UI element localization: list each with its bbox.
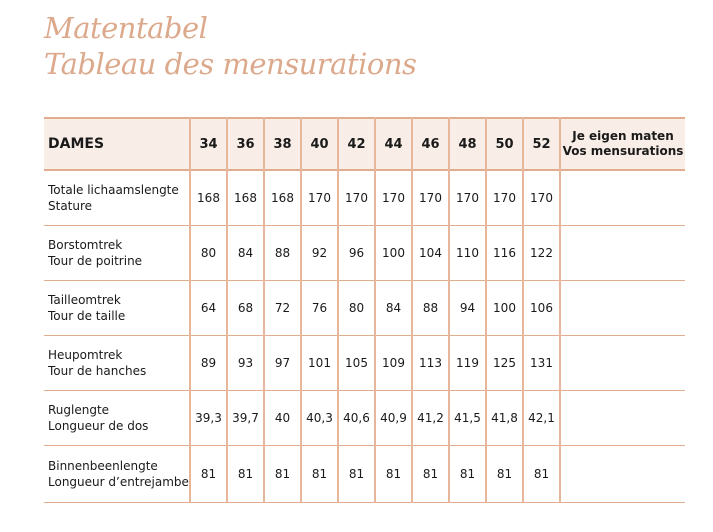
measurement-cell: 168 <box>227 170 264 225</box>
size-table <box>44 117 685 503</box>
measurement-cell: 119 <box>449 335 486 390</box>
title-french: Tableau des mensurations <box>44 47 417 81</box>
row-label-fr: Longueur de dos <box>48 418 149 433</box>
measurement-cell: 76 <box>301 280 338 335</box>
own-measurement-cell[interactable] <box>560 280 685 335</box>
measurement-cell: 97 <box>264 335 301 390</box>
measurement-cell: 116 <box>486 225 523 280</box>
table-row <box>44 280 685 335</box>
measurement-cell: 81 <box>264 445 301 502</box>
measurement-cell: 80 <box>338 280 375 335</box>
header-size: 38 <box>264 118 301 170</box>
measurement-cell: 39,3 <box>190 390 227 445</box>
measurement-cell: 104 <box>412 225 449 280</box>
measurement-cell: 89 <box>190 335 227 390</box>
row-label-fr: Longueur d’entrejambe <box>48 474 189 489</box>
measurement-cell: 81 <box>227 445 264 502</box>
measurement-cell: 81 <box>375 445 412 502</box>
measurement-cell: 113 <box>412 335 449 390</box>
measurement-cell: 101 <box>301 335 338 390</box>
measurement-cell: 81 <box>412 445 449 502</box>
row-label-nl: Totale lichaamslengte <box>48 182 179 197</box>
table-row <box>44 225 685 280</box>
measurement-cell: 80 <box>190 225 227 280</box>
measurement-cell: 170 <box>338 170 375 225</box>
row-label-nl: Heupomtrek <box>48 347 123 362</box>
header-size: 44 <box>375 118 412 170</box>
measurement-cell: 93 <box>227 335 264 390</box>
measurement-cell: 92 <box>301 225 338 280</box>
measurement-cell: 81 <box>523 445 560 502</box>
row-label-fr: Tour de taille <box>48 308 126 323</box>
measurement-cell: 168 <box>190 170 227 225</box>
title-dutch: Matentabel <box>44 11 208 45</box>
measurement-cell: 122 <box>523 225 560 280</box>
measurement-cell: 81 <box>486 445 523 502</box>
measurement-cell: 81 <box>338 445 375 502</box>
measurement-cell: 41,2 <box>412 390 449 445</box>
measurement-cell: 72 <box>264 280 301 335</box>
measurement-cell: 40 <box>264 390 301 445</box>
own-measurement-cell[interactable] <box>560 335 685 390</box>
header-size: 40 <box>301 118 338 170</box>
row-label-nl: Borstomtrek <box>48 237 123 252</box>
header-size: 42 <box>338 118 375 170</box>
table-row <box>44 390 685 445</box>
row-label-fr: Tour de poitrine <box>48 253 143 268</box>
header-size: 52 <box>523 118 560 170</box>
measurement-cell: 88 <box>264 225 301 280</box>
header-own-fr: Vos mensurations <box>562 144 684 158</box>
header-size: 48 <box>449 118 486 170</box>
table-row <box>44 335 685 390</box>
measurement-cell: 109 <box>375 335 412 390</box>
measurement-cell: 84 <box>227 225 264 280</box>
measurement-cell: 170 <box>412 170 449 225</box>
own-measurement-cell[interactable] <box>560 225 685 280</box>
measurement-cell: 68 <box>227 280 264 335</box>
own-measurement-cell[interactable] <box>560 445 685 502</box>
measurement-cell: 81 <box>190 445 227 502</box>
measurement-cell: 170 <box>375 170 412 225</box>
row-label-fr: Stature <box>48 198 93 213</box>
header-size: 46 <box>412 118 449 170</box>
header-size: 50 <box>486 118 523 170</box>
measurement-cell: 84 <box>375 280 412 335</box>
measurement-cell: 88 <box>412 280 449 335</box>
own-measurement-cell[interactable] <box>560 170 685 225</box>
measurement-cell: 100 <box>375 225 412 280</box>
measurement-cell: 100 <box>486 280 523 335</box>
row-label-nl: Binnenbeenlengte <box>48 458 158 473</box>
row-label <box>44 225 190 280</box>
measurement-cell: 81 <box>301 445 338 502</box>
measurement-cell: 131 <box>523 335 560 390</box>
measurement-cell: 105 <box>338 335 375 390</box>
measurement-cell: 41,8 <box>486 390 523 445</box>
measurement-cell: 106 <box>523 280 560 335</box>
table-row <box>44 170 685 225</box>
header-size: 36 <box>227 118 264 170</box>
row-label-nl: Tailleomtrek <box>48 292 121 307</box>
measurement-cell: 64 <box>190 280 227 335</box>
row-label <box>44 280 190 335</box>
row-label <box>44 170 190 225</box>
measurement-cell: 168 <box>264 170 301 225</box>
row-label <box>44 335 190 390</box>
row-label-fr: Tour de hanches <box>48 363 147 378</box>
measurement-cell: 170 <box>523 170 560 225</box>
table-row <box>44 445 685 502</box>
own-measurement-cell[interactable] <box>560 390 685 445</box>
measurement-cell: 42,1 <box>523 390 560 445</box>
measurement-cell: 170 <box>449 170 486 225</box>
measurement-cell: 41,5 <box>449 390 486 445</box>
header-size: 34 <box>190 118 227 170</box>
measurement-cell: 94 <box>449 280 486 335</box>
measurement-cell: 170 <box>486 170 523 225</box>
row-label-nl: Ruglengte <box>48 402 110 417</box>
measurement-cell: 40,3 <box>301 390 338 445</box>
measurement-cell: 170 <box>301 170 338 225</box>
row-label <box>44 445 190 502</box>
measurement-cell: 96 <box>338 225 375 280</box>
measurement-cell: 40,9 <box>375 390 412 445</box>
table-header-row <box>44 118 685 170</box>
measurement-cell: 125 <box>486 335 523 390</box>
measurement-cell: 81 <box>449 445 486 502</box>
header-dames: DAMES <box>44 118 190 170</box>
header-own-nl: Je eigen maten <box>572 129 674 143</box>
measurement-cell: 39,7 <box>227 390 264 445</box>
measurement-cell: 40,6 <box>338 390 375 445</box>
header-own-measurements <box>560 118 685 170</box>
row-label <box>44 390 190 445</box>
measurement-cell: 110 <box>449 225 486 280</box>
